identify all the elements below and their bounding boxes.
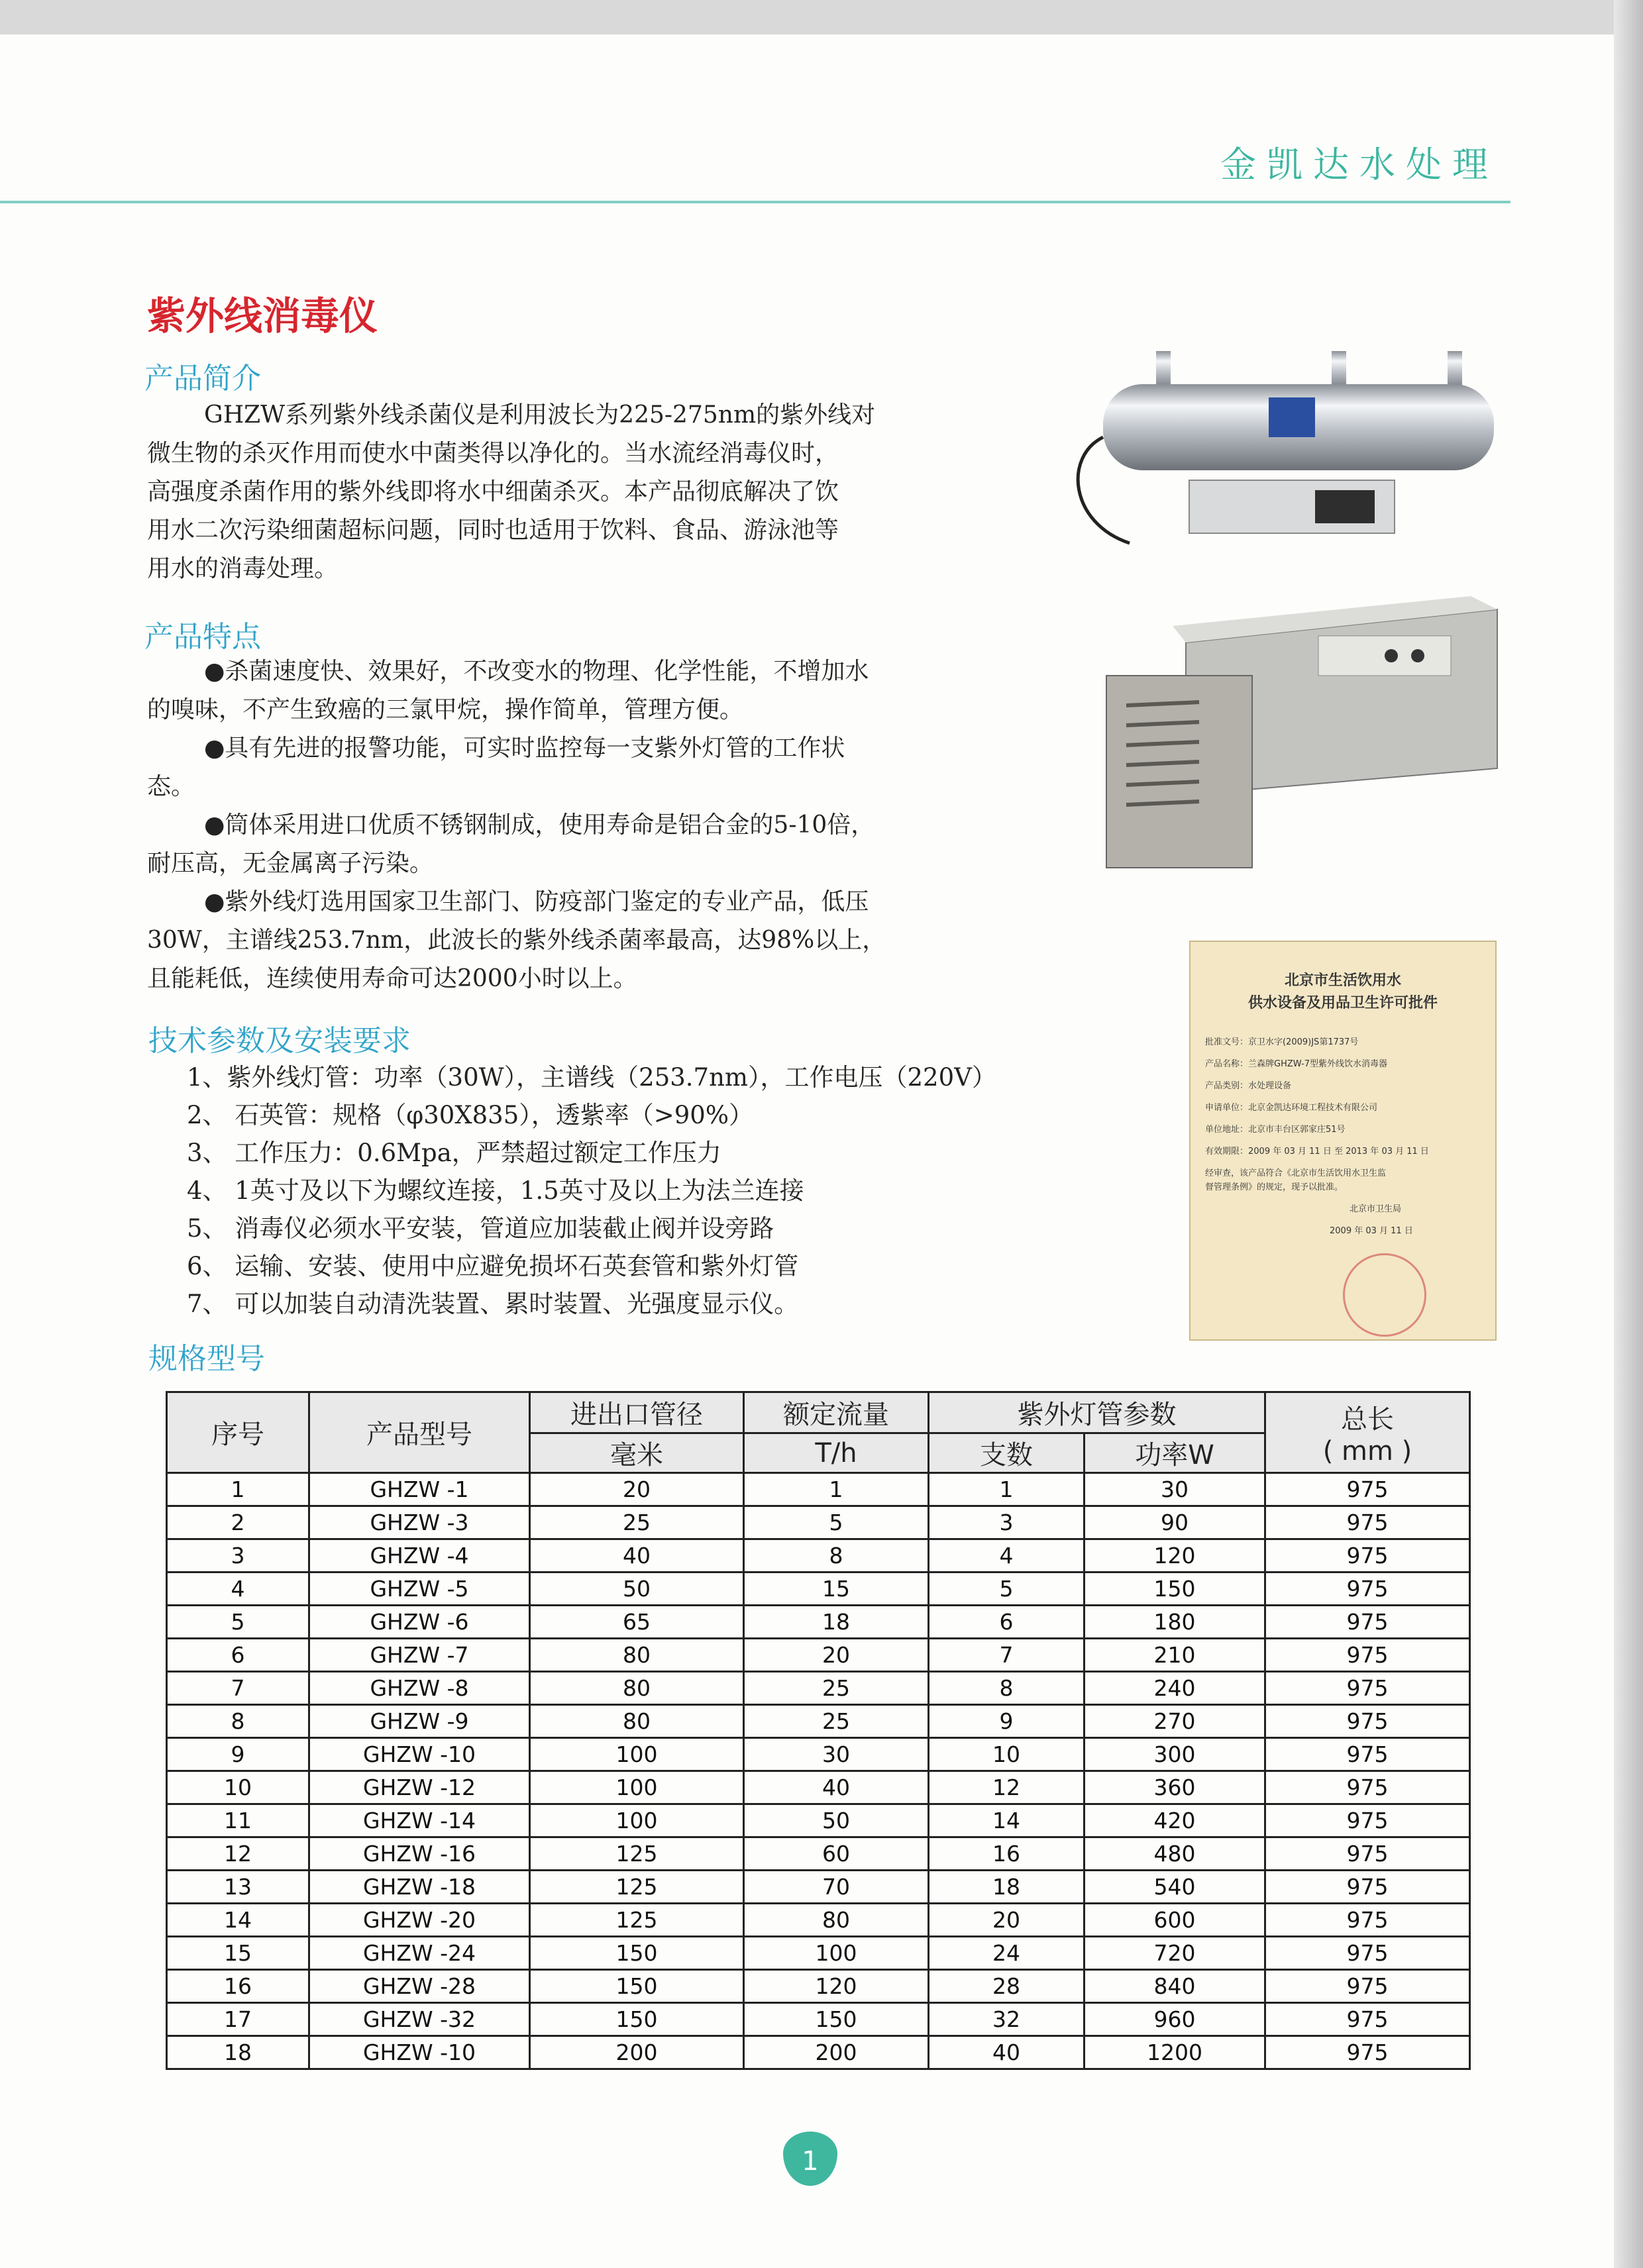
table-cell: 17	[167, 2003, 309, 2036]
table-cell: 975	[1265, 1837, 1470, 1871]
table-cell: 80	[744, 1904, 929, 1937]
table-cell: 60	[744, 1837, 929, 1871]
col-header-lamp-power: 功率W	[1085, 1433, 1265, 1473]
table-cell: 125	[530, 1904, 744, 1937]
table-cell: 8	[744, 1539, 929, 1572]
table-cell: 975	[1265, 1539, 1470, 1572]
table-cell: 20	[744, 1639, 929, 1672]
table-cell: 1	[744, 1473, 929, 1506]
certificate-line: 产品类别：水处理设备	[1205, 1081, 1292, 1091]
certificate-title-line: 北京市生活饮用水	[1284, 972, 1401, 989]
product-photo-cylinder	[1050, 325, 1507, 576]
table-cell: 120	[1085, 1539, 1265, 1572]
models-heading: 规格型号	[148, 1342, 265, 1376]
table-row	[167, 1473, 1470, 1506]
col-header-model: 产品型号	[309, 1392, 530, 1473]
table-cell: GHZW -1	[309, 1473, 530, 1506]
table-cell: 8	[167, 1705, 309, 1738]
table-cell: 270	[1085, 1705, 1265, 1738]
table-cell: GHZW -7	[309, 1639, 530, 1672]
table-cell: 6	[167, 1639, 309, 1672]
table-cell: 100	[530, 1804, 744, 1837]
intro-line: GHZW系列紫外线杀菌仪是利用波长为225-275nm的紫外线对	[204, 401, 876, 429]
col-header-pipe-unit: 毫米	[530, 1433, 744, 1473]
table-cell: 7	[167, 1672, 309, 1705]
table-cell: 16	[929, 1837, 1085, 1871]
table-cell: 24	[929, 1937, 1085, 1970]
official-stamp	[1343, 1253, 1426, 1337]
table-cell: 80	[530, 1639, 744, 1672]
table-cell: 975	[1265, 1904, 1470, 1937]
table-row	[167, 1672, 1470, 1705]
table-cell: 18	[744, 1606, 929, 1639]
table-cell: 150	[744, 2003, 929, 2036]
table-cell: 5	[167, 1606, 309, 1639]
table-cell: 2	[167, 1506, 309, 1539]
table-row	[167, 1804, 1470, 1837]
spec-item: 7、 可以加装自动清洗装置、累时装置、光强度显示仪。	[187, 1290, 799, 1318]
specs-heading: 技术参数及安装要求	[148, 1024, 411, 1058]
model-spec-table	[166, 1391, 1471, 2070]
table-cell: 3	[167, 1539, 309, 1572]
table-cell: 200	[530, 2036, 744, 2069]
intro-line: 微生物的杀灭作用而使水中菌类得以净化的。当水流经消毒仪时，	[147, 440, 839, 467]
table-cell: 11	[167, 1804, 309, 1837]
spec-item: 3、 工作压力：0.6Mpa，严禁超过额定工作压力	[187, 1139, 721, 1167]
spec-item: 1、紫外线灯管：功率（30W），主谱线（253.7nm），工作电压（220V）	[187, 1063, 996, 1092]
table-cell: 840	[1085, 1970, 1265, 2003]
table-cell: 40	[530, 1539, 744, 1572]
table-cell: 16	[167, 1970, 309, 2003]
table-body	[167, 1473, 1470, 2069]
table-cell: GHZW -8	[309, 1672, 530, 1705]
table-cell: 240	[1085, 1672, 1265, 1705]
table-cell: 975	[1265, 1804, 1470, 1837]
length-unit: ( mm )	[1322, 1436, 1412, 1467]
table-cell: 12	[929, 1771, 1085, 1804]
table-cell: 28	[929, 1970, 1085, 2003]
page-title: 紫外线消毒仪	[147, 293, 378, 338]
table-row	[167, 1738, 1470, 1771]
table-cell: 50	[530, 1572, 744, 1606]
table-cell: 10	[167, 1771, 309, 1804]
brand-header: 金凯达水处理	[1220, 144, 1499, 185]
table-cell: 40	[929, 2036, 1085, 2069]
table-row	[167, 1572, 1470, 1606]
table-cell: 150	[530, 1937, 744, 1970]
table-cell: 100	[530, 1771, 744, 1804]
intro-line: 用水二次污染细菌超标问题，同时也适用于饮料、食品、游泳池等	[147, 517, 839, 544]
table-row	[167, 1970, 1470, 2003]
table-cell: GHZW -16	[309, 1837, 530, 1871]
table-cell: 30	[1085, 1473, 1265, 1506]
table-cell: GHZW -12	[309, 1771, 530, 1804]
table-cell: 360	[1085, 1771, 1265, 1804]
table-cell: 150	[530, 2003, 744, 2036]
table-row	[167, 1506, 1470, 1539]
table-cell: 9	[929, 1705, 1085, 1738]
table-cell: 8	[929, 1672, 1085, 1705]
table-cell: 975	[1265, 1672, 1470, 1705]
table-cell: 210	[1085, 1639, 1265, 1672]
table-row	[167, 1705, 1470, 1738]
table-cell: 9	[167, 1738, 309, 1771]
table-cell: 150	[1085, 1572, 1265, 1606]
table-cell: 540	[1085, 1871, 1265, 1904]
table-cell: 1	[167, 1473, 309, 1506]
table-cell: 150	[530, 1970, 744, 2003]
table-cell: 100	[744, 1937, 929, 1970]
table-cell: 90	[1085, 1506, 1265, 1539]
table-row	[167, 1904, 1470, 1937]
table-cell: 975	[1265, 1970, 1470, 2003]
table-cell: 50	[744, 1804, 929, 1837]
feature-line: ●筒体采用进口优质不锈钢制成，使用寿命是铝合金的5-10倍，	[204, 811, 875, 839]
table-cell: 5	[744, 1506, 929, 1539]
page-number: 1	[783, 2132, 837, 2186]
table-cell: 125	[530, 1837, 744, 1871]
spec-item: 2、 石英管：规格（φ30X835），透紫率（>90%）	[187, 1101, 753, 1129]
feature-line: ●杀菌速度快、效果好，不改变水的物理、化学性能，不增加水	[204, 658, 869, 685]
table-cell: 960	[1085, 2003, 1265, 2036]
table-cell: 25	[744, 1672, 929, 1705]
table-cell: GHZW -32	[309, 2003, 530, 2036]
table-cell: 25	[744, 1705, 929, 1738]
col-header-pipe: 进出口管径	[530, 1392, 744, 1433]
header-rule	[0, 201, 1510, 203]
table-cell: 180	[1085, 1606, 1265, 1639]
table-cell: 975	[1265, 2036, 1470, 2069]
table-cell: GHZW -14	[309, 1804, 530, 1837]
certificate-line: 督管理条例》的规定，现予以批准。	[1205, 1182, 1344, 1192]
table-cell: 7	[929, 1639, 1085, 1672]
certificate-line: 经审查，该产品符合《北京市生活饮用水卫生监	[1205, 1168, 1387, 1178]
table-cell: 14	[929, 1804, 1085, 1837]
certificate-title-line: 供水设备及用品卫生许可批件	[1247, 995, 1438, 1011]
table-row	[167, 2003, 1470, 2036]
table-cell: 13	[167, 1871, 309, 1904]
col-header-flow-unit: T/h	[744, 1433, 929, 1473]
table-row	[167, 2036, 1470, 2069]
table-cell: 120	[744, 1970, 929, 2003]
col-header-lamp: 紫外灯管参数	[929, 1392, 1265, 1433]
table-cell: 100	[530, 1738, 744, 1771]
table-cell: GHZW -6	[309, 1606, 530, 1639]
table-cell: 125	[530, 1871, 744, 1904]
table-row	[167, 1771, 1470, 1804]
feature-line: ●具有先进的报警功能，可实时监控每一支紫外灯管的工作状	[204, 735, 845, 762]
col-header-lamp-count: 支数	[929, 1433, 1085, 1473]
table-cell: 4	[929, 1539, 1085, 1572]
intro-heading: 产品简介	[144, 362, 261, 395]
features-paragraph	[147, 652, 886, 998]
certificate-line: 北京市卫生局	[1350, 1204, 1402, 1214]
scan-edge	[0, 0, 1643, 34]
table-cell: 480	[1085, 1837, 1265, 1871]
table-cell: 12	[167, 1837, 309, 1871]
col-header-flow: 额定流量	[744, 1392, 929, 1433]
table-cell: GHZW -10	[309, 2036, 530, 2069]
table-cell: 975	[1265, 1639, 1470, 1672]
table-cell: 300	[1085, 1738, 1265, 1771]
table-cell: 975	[1265, 1473, 1470, 1506]
table-cell: GHZW -3	[309, 1506, 530, 1539]
certificate-line: 申请单位：北京金凯达环境工程技术有限公司	[1205, 1103, 1378, 1113]
table-cell: 975	[1265, 1937, 1470, 1970]
table-cell: 25	[530, 1506, 744, 1539]
table-cell: 975	[1265, 1572, 1470, 1606]
table-row	[167, 1639, 1470, 1672]
table-cell: 975	[1265, 2003, 1470, 2036]
hygiene-certificate	[1189, 941, 1497, 1341]
feature-line: 耐压高，无金属离子污染。	[147, 850, 434, 877]
table-cell: GHZW -9	[309, 1705, 530, 1738]
table-cell: 420	[1085, 1804, 1265, 1837]
scan-edge-right	[1614, 0, 1643, 2268]
feature-line: 的嗅味，不产生致癌的三氯甲烷，操作简单，管理方便。	[147, 696, 744, 723]
table-row	[167, 1606, 1470, 1639]
table-cell: 70	[744, 1871, 929, 1904]
spec-item: 6、 运输、安装、使用中应避免损坏石英套管和紫外灯管	[187, 1252, 799, 1280]
col-header-length	[1265, 1392, 1470, 1473]
table-cell: 32	[929, 2003, 1085, 2036]
table-cell: GHZW -18	[309, 1871, 530, 1904]
table-cell: 200	[744, 2036, 929, 2069]
table-cell: GHZW -4	[309, 1539, 530, 1572]
table-cell: 975	[1265, 1871, 1470, 1904]
table-cell: GHZW -28	[309, 1970, 530, 2003]
table-cell: 15	[167, 1937, 309, 1970]
table-row	[167, 1937, 1470, 1970]
features-heading: 产品特点	[144, 620, 261, 654]
table-cell: 975	[1265, 1705, 1470, 1738]
table-cell: 4	[167, 1572, 309, 1606]
feature-line: 态。	[147, 773, 195, 800]
table-cell: 20	[530, 1473, 744, 1506]
intro-line: 用水的消毒处理。	[147, 555, 339, 582]
feature-line: 30W，主谱线253.7nm，此波长的紫外线杀菌率最高，达98%以上，	[147, 927, 886, 954]
table-cell: 80	[530, 1705, 744, 1738]
certificate-line: 2009 年 03 月 11 日	[1330, 1226, 1413, 1236]
table-cell: 975	[1265, 1506, 1470, 1539]
table-row	[167, 1837, 1470, 1871]
table-cell: 65	[530, 1606, 744, 1639]
table-cell: GHZW -5	[309, 1572, 530, 1606]
table-cell: 5	[929, 1572, 1085, 1606]
table-cell: 18	[167, 2036, 309, 2069]
table-cell: 720	[1085, 1937, 1265, 1970]
table-row	[167, 1871, 1470, 1904]
table-cell: 30	[744, 1738, 929, 1771]
table-cell: 1200	[1085, 2036, 1265, 2069]
table-cell: GHZW -10	[309, 1738, 530, 1771]
feature-line: ●紫外线灯选用国家卫生部门、防疫部门鉴定的专业产品，低压	[204, 888, 869, 915]
specs-list	[187, 1058, 996, 1323]
table-cell: 975	[1265, 1606, 1470, 1639]
table-cell: 3	[929, 1506, 1085, 1539]
table-cell: GHZW -20	[309, 1904, 530, 1937]
table-cell: 15	[744, 1572, 929, 1606]
table-cell: 40	[744, 1771, 929, 1804]
table-cell: 14	[167, 1904, 309, 1937]
table-cell: 1	[929, 1473, 1085, 1506]
spec-item: 4、 1英寸及以下为螺纹连接，1.5英寸及以上为法兰连接	[187, 1176, 804, 1205]
feature-line: 且能耗低，连续使用寿命可达2000小时以上。	[147, 965, 637, 992]
product-photo-cabinet	[1100, 596, 1510, 874]
table-cell: 6	[929, 1606, 1085, 1639]
table-cell: 18	[929, 1871, 1085, 1904]
intro-line: 高强度杀菌作用的紫外线即将水中细菌杀灭。本产品彻底解决了饮	[147, 478, 839, 505]
table-row	[167, 1539, 1470, 1572]
table-cell: 80	[530, 1672, 744, 1705]
intro-paragraph	[147, 396, 875, 588]
certificate-line: 产品名称：兰森牌GHZW-7型紫外线饮水消毒器	[1205, 1059, 1388, 1069]
col-header-no: 序号	[167, 1392, 309, 1473]
certificate-line: 单位地址：北京市丰台区郭家庄51号	[1205, 1125, 1346, 1135]
certificate-line: 有效期限：2009 年 03 月 11 日 至 2013 年 03 月 11 日	[1205, 1147, 1429, 1157]
table-cell: 10	[929, 1738, 1085, 1771]
length-label: 总长	[1341, 1404, 1394, 1435]
table-cell: 600	[1085, 1904, 1265, 1937]
certificate-line: 批准文号：京卫水字(2009)JS第1737号	[1205, 1037, 1359, 1047]
spec-item: 5、 消毒仪必须水平安装，管道应加装截止阀并设旁路	[187, 1214, 774, 1243]
table-cell: GHZW -24	[309, 1937, 530, 1970]
table-cell: 20	[929, 1904, 1085, 1937]
table-cell: 975	[1265, 1771, 1470, 1804]
table-cell: 975	[1265, 1738, 1470, 1771]
